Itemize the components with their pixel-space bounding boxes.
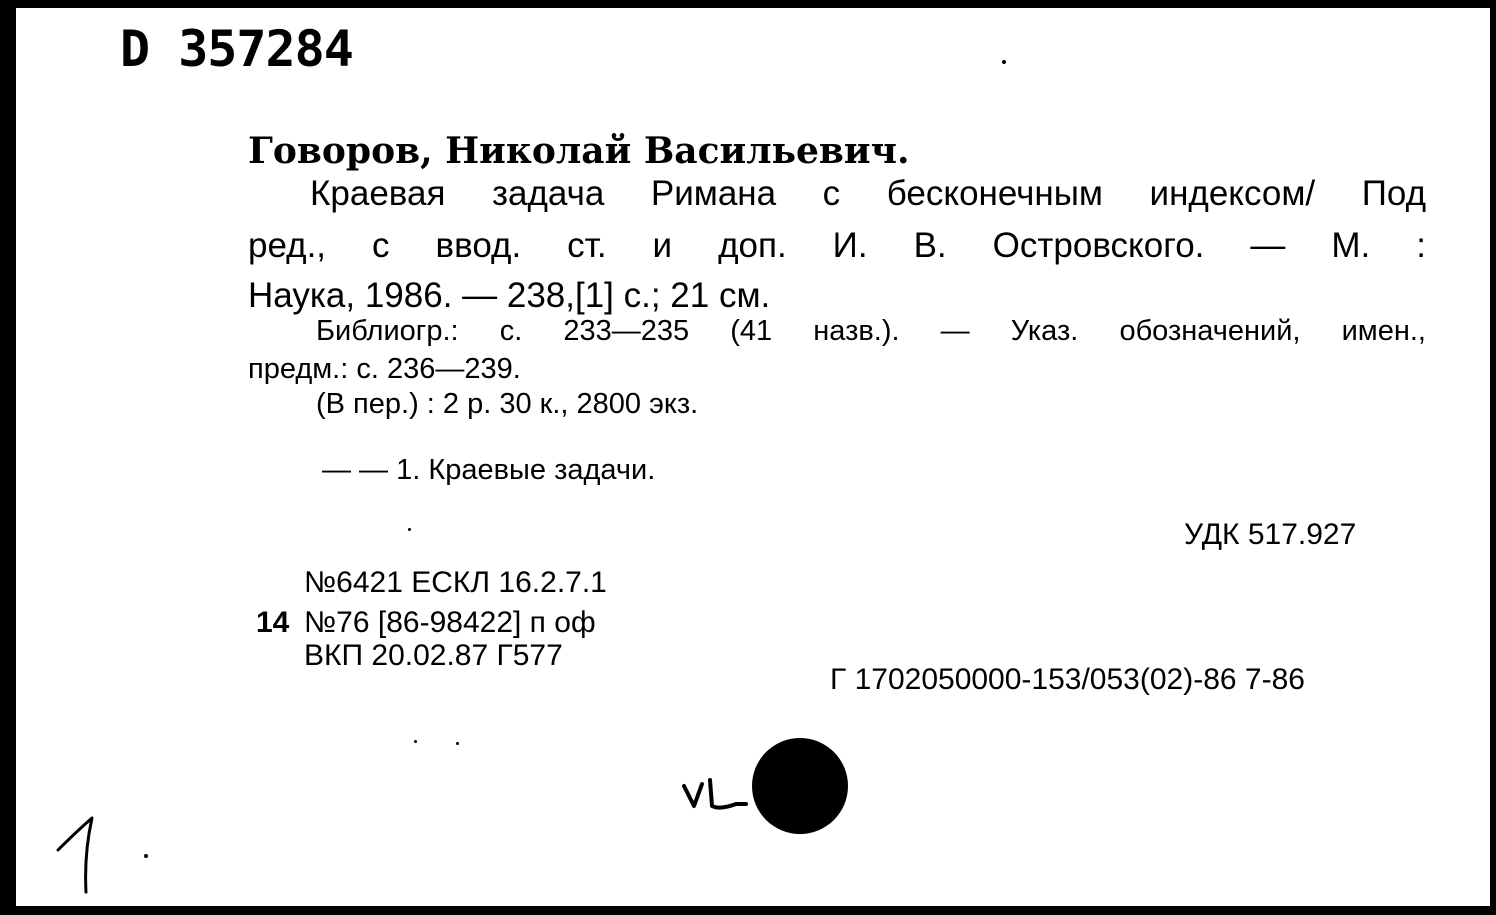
registry-code: №6421 ЕСКЛ 16.2.7.1 [304, 566, 607, 599]
registry-code: ВКП 20.02.87 Г577 [304, 639, 563, 672]
handwritten-initials [680, 776, 756, 816]
speck [408, 528, 411, 531]
speck [1002, 60, 1006, 64]
registry-code: №76 [86-98422] п оф [304, 606, 596, 639]
speck [144, 854, 148, 858]
author-heading: Говоров, Николай Васильевич. [248, 130, 910, 172]
catalog-card [12, 8, 1490, 909]
title-line: Краевая задача Римана с бесконечным индексом/ Под [310, 174, 1426, 213]
publisher-code: Г 1702050000-153/053(02)-86 7-86 [830, 663, 1305, 696]
call-number: D 357284 [120, 20, 353, 78]
price-line: (В пер.) : 2 р. 30 к., 2800 экз. [316, 388, 699, 420]
title-line-continued: ред., с ввод. ст. и доп. И. В. Островского. — М. : [248, 226, 1426, 265]
speck [414, 740, 417, 743]
publication-line: Наука, 1986. — 238,[1] с.; 21 см. [248, 276, 771, 315]
bibliography-note-continued: предм.: с. 236—239. [248, 353, 521, 385]
bibliography-note: Библиогр.: с. 233—235 (41 назв.). — Указ. обозначений, имен., [316, 315, 1426, 347]
subject-heading: — — 1. Краевые задачи. [322, 454, 656, 486]
registry-prefix: 14 [256, 606, 290, 639]
udk-code: УДК 517.927 [1184, 518, 1357, 551]
speck [456, 742, 459, 745]
handwritten-numeral [54, 814, 110, 896]
punch-hole [752, 738, 848, 834]
